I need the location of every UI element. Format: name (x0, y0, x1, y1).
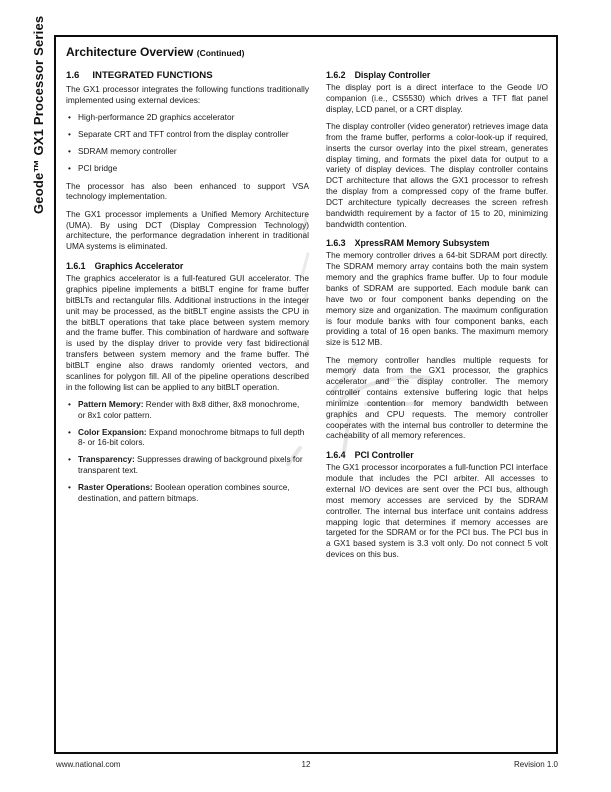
paragraph: The graphics accelerator is a full-featured GUI accelerator. The graphics pipeline implements a bitBLT engine for frame buffer bitBLTs and rectangular fills. Additional instructions in the integer unit may be processed, as the bitBLT engine assists the CPU in the bitBLT operations that take place between system memory and the frame buffer. This combination of hardware and software is used by the display driver to provide very fast bidirectional transfers between system memory and the frame buffer. The bitBLT engine also draws randomly oriented vectors, and scanlines for polygon fill. All of the pipeline operations described in the following list can be applied to any bitBLT operation. (66, 273, 309, 392)
list-item-text (78, 427, 309, 449)
sidebar-title-text: Geode™ GX1 Processor Series (31, 15, 46, 214)
paragraph: The processor has also been enhanced to support VSA technology implementation. (66, 180, 309, 202)
paragraph: The GX1 processor integrates the following functions traditionally implemented using external devices: (66, 84, 309, 105)
list-item (66, 427, 309, 449)
list-item (66, 146, 309, 157)
bullet-icon: • (68, 398, 71, 409)
section-number: 1.6.4 (326, 450, 346, 461)
paragraph: The display port is a direct interface to the Geode I/O companion (i.e., CS5530) which drives a TFT flat panel display, LCD panel, or a CRT display. (326, 82, 548, 114)
paragraph: The GX1 processor implements a Unified Memory Architecture (UMA). By using DCT (Display Compression Technology) architecture, the performance degradation inherent in traditional UMA systems is eliminated. (66, 208, 309, 252)
list-item-label: Color Expansion: (78, 426, 147, 437)
list-item-text: Separate CRT and TFT control from the display controller (78, 129, 289, 140)
section-title: Display Controller (354, 70, 431, 80)
section-number: 1.6.2 (326, 70, 346, 80)
footer-page-number: 12 (301, 760, 311, 769)
page-title-text: Architecture Overview (66, 45, 194, 59)
footer-url: www.national.com (56, 760, 121, 769)
bullet-icon: • (68, 145, 71, 156)
list-item-label: Pattern Memory: (78, 398, 144, 409)
section-title: INTEGRATED FUNCTIONS (92, 70, 213, 81)
page-title-continued: (Continued) (196, 48, 245, 58)
section-title: Graphics Accelerator (94, 261, 184, 272)
section-heading-1-6 (66, 70, 309, 81)
list-item (66, 129, 309, 140)
column-right (326, 70, 548, 566)
list-item-desc: Expand monochrome bitmaps to full depth 8- or 16-bit colors. (78, 426, 305, 448)
list-item-desc: Boolean operation combines source, destination, and pattern bitmaps. (78, 481, 290, 503)
list-item (66, 454, 309, 476)
list-item-text: High-performance 2D graphics accelerator (78, 112, 235, 123)
bullet-icon: • (68, 454, 71, 465)
subsection-heading-1-6-4 (326, 450, 548, 460)
subsection-heading-1-6-2 (326, 70, 548, 80)
list-item-text: SDRAM memory controller (78, 145, 177, 156)
sidebar-vertical-title (31, 15, 51, 215)
page-title (66, 45, 548, 59)
section-number: 1.6.1 (66, 261, 86, 272)
paragraph: The display controller (video generator) retrieves image data from the frame buffer, performs a color-look-up if required, inserts the cursor overlay into the pixel stream, generates display timing, and formats the pixel data for output to a variety of display devices. The display controller contains DCT architecture that allows the GX1 processor to refresh the display from a compressed copy of the frame buffer. DCT architecture typically decreases the screen refresh bandwidth requirement by a factor of 15 to 20, minimizing bandwidth contention. (326, 121, 548, 229)
list-item (66, 482, 309, 504)
list-item (66, 112, 309, 123)
list-item-desc: Suppresses drawing of background pixels for transparent text. (78, 454, 303, 476)
section-number: 1.6.3 (326, 238, 346, 249)
list-item (66, 399, 309, 421)
bullet-icon: • (68, 129, 71, 140)
list-item-text (78, 482, 309, 504)
bullet-list-pipeline-operations (66, 399, 309, 504)
bullet-icon: • (68, 481, 71, 492)
subsection-heading-1-6-1 (66, 261, 309, 271)
section-number: 1.6 (66, 70, 80, 81)
list-item-text (78, 399, 309, 421)
list-item-text (78, 454, 309, 476)
footer-revision: Revision 1.0 (513, 760, 558, 769)
list-item-label: Raster Operations: (78, 481, 153, 492)
bullet-icon: • (68, 426, 71, 437)
section-title: PCI Controller (354, 450, 414, 461)
bullet-icon: • (68, 162, 71, 173)
page-footer (54, 760, 558, 772)
two-column-layout (66, 70, 548, 566)
section-title: XpressRAM Memory Subsystem (354, 238, 490, 249)
list-item-text: PCI bridge (78, 162, 118, 173)
list-item-desc: Render with 8x8 dither, 8x8 monochrome, or 8x1 color pattern. (78, 398, 300, 420)
paragraph: The GX1 processor incorporates a full-function PCI interface module that includes the PCI arbiter. All accesses to external I/O devices are sent over the PCI bus, although most memory accesses are serviced by the SDRAM controller. The internal bus interface unit contains address mapping logic that determines if memory accesses are targeted for the SDRAM or for the PCI bus. The PCI bus in a GX1 based system is 3.3 volt only. Do not connect 5 volt devices on this bus. (326, 462, 548, 560)
page-border (54, 35, 558, 754)
bullet-icon: • (68, 112, 71, 123)
column-left (66, 70, 309, 566)
bullet-list-integrated-functions (66, 112, 309, 173)
paragraph: The memory controller handles multiple requests for memory data from the GX1 processor, the graphics accelerator and the display controller. The memory controller contains extensive buffering logic that helps minimize contention for memory bandwidth between graphics and CPU requests. The memory controller cooperates with the internal bus controller to determine the cacheability of all memory references. (326, 354, 548, 441)
list-item-label: Transparency: (78, 454, 135, 465)
subsection-heading-1-6-3 (326, 238, 548, 248)
list-item (66, 163, 309, 174)
paragraph: The memory controller drives a 64-bit SDRAM port directly. The SDRAM memory array contains both the main system memory and the graphics frame buffer. Up to four module banks of SDRAM are supported. Each module bank can have two or four component banks depending on the memory size and organization. The maximum configuration is four module banks with four component banks, each providing a total of 16 open banks. The maximum memory size is 512 MB. (326, 250, 548, 348)
